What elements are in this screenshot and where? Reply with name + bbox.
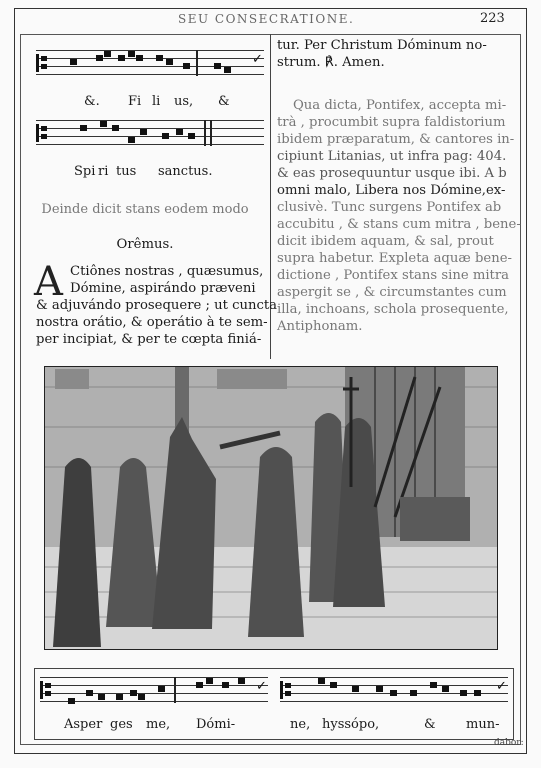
chant1-syllable: us, — [174, 94, 194, 109]
right-text-line: trà , procumbit supra faldistorium — [277, 115, 506, 130]
right-text-line: cipiunt Litanias, ut infra pag: 404. — [277, 149, 507, 164]
catchword: dabor: — [494, 738, 524, 748]
right-text-line: clusivè. Tunc surgens Pontifex ab — [277, 200, 502, 215]
chant1-syllable: & — [218, 94, 230, 109]
right-text-line: Antiphonam. — [277, 319, 363, 334]
chant2-syllable: tus — [116, 164, 137, 179]
right-text-line: Qua dicta, Pontifex, accepta mi- — [293, 98, 507, 113]
right-text-line: accubitu , & stans cum mitra , bene- — [277, 217, 521, 232]
prayer-line: per incipiat, & per te cœpta finiá- — [36, 332, 262, 347]
right-text-line: tur. Per Christum Dóminum no- — [277, 38, 487, 53]
chant2-syllable: sanctus. — [158, 164, 213, 179]
right-text-line: aspergit se , & circumstantes cum — [277, 285, 507, 300]
bottom-syllable: & — [424, 717, 436, 732]
prayer-line: Dómine, aspirándo præveni — [70, 281, 256, 296]
right-text-line: supra habetur. Expleta aquæ bene- — [277, 251, 512, 266]
chant2-syllable: Spi — [74, 164, 96, 179]
right-text-line: ibidem præparatum, & cantores in- — [277, 132, 515, 147]
bottom-syllable: Asper — [64, 717, 103, 732]
right-text-line: omni malo, Libera nos Dómine,ex- — [277, 183, 506, 198]
page-number: 223 — [480, 11, 505, 26]
c-clef-icon — [280, 679, 294, 701]
right-text-line: dictione , Pontifex stans sine mitra — [277, 268, 510, 283]
right-text-line: dicit ibidem aquam, & sal, prout — [277, 234, 494, 249]
running-title: SEU CONSECRATIONE. — [178, 12, 355, 26]
bottom-syllable: me, — [146, 717, 171, 732]
page-header — [0, 12, 541, 32]
engraving-illustration — [44, 366, 498, 650]
bottom-syllable: Dómi- — [196, 717, 236, 732]
bottom-syllable: ne, — [290, 717, 311, 732]
bottom-syllable: hyssópo, — [322, 717, 380, 732]
chant-staff-bottom-right: ✓ — [280, 677, 508, 703]
bottom-syllable: ges — [110, 717, 133, 732]
drop-cap: A — [34, 259, 63, 305]
right-text-line: illa, inchoans, schola prosequente, — [277, 302, 509, 317]
chant1-syllable: Fi — [128, 94, 142, 109]
c-clef-icon — [40, 679, 54, 701]
oremus-heading: Orêmus. — [116, 237, 174, 252]
chant2-syllable: ri — [98, 164, 109, 179]
chant1-syllable: &. — [84, 94, 100, 109]
c-clef-icon — [36, 122, 50, 144]
chant1-syllable: li — [152, 94, 161, 109]
chant-staff-bottom-left: ✓ — [40, 677, 268, 703]
chant-staff-1: ✓ — [36, 50, 264, 76]
prayer-line: nostra orátio, & operátio à te sem- — [36, 315, 268, 330]
c-clef-icon — [36, 52, 50, 74]
prayer-line: Ctiônes nostras , quæsumus, — [70, 264, 264, 279]
right-text-line: & eas prosequuntur usque ibi. A b — [277, 166, 507, 181]
right-text-line: strum. ℟. Amen. — [277, 55, 385, 70]
prayer-line: & adjuvándo prosequere ; ut cuncta — [36, 298, 278, 313]
rubric: Deinde dicit stans eodem modo — [41, 202, 249, 217]
bottom-syllable: mun- — [466, 717, 500, 732]
chant-staff-2 — [36, 120, 264, 146]
engraving-clergy-procession-icon — [45, 367, 497, 649]
